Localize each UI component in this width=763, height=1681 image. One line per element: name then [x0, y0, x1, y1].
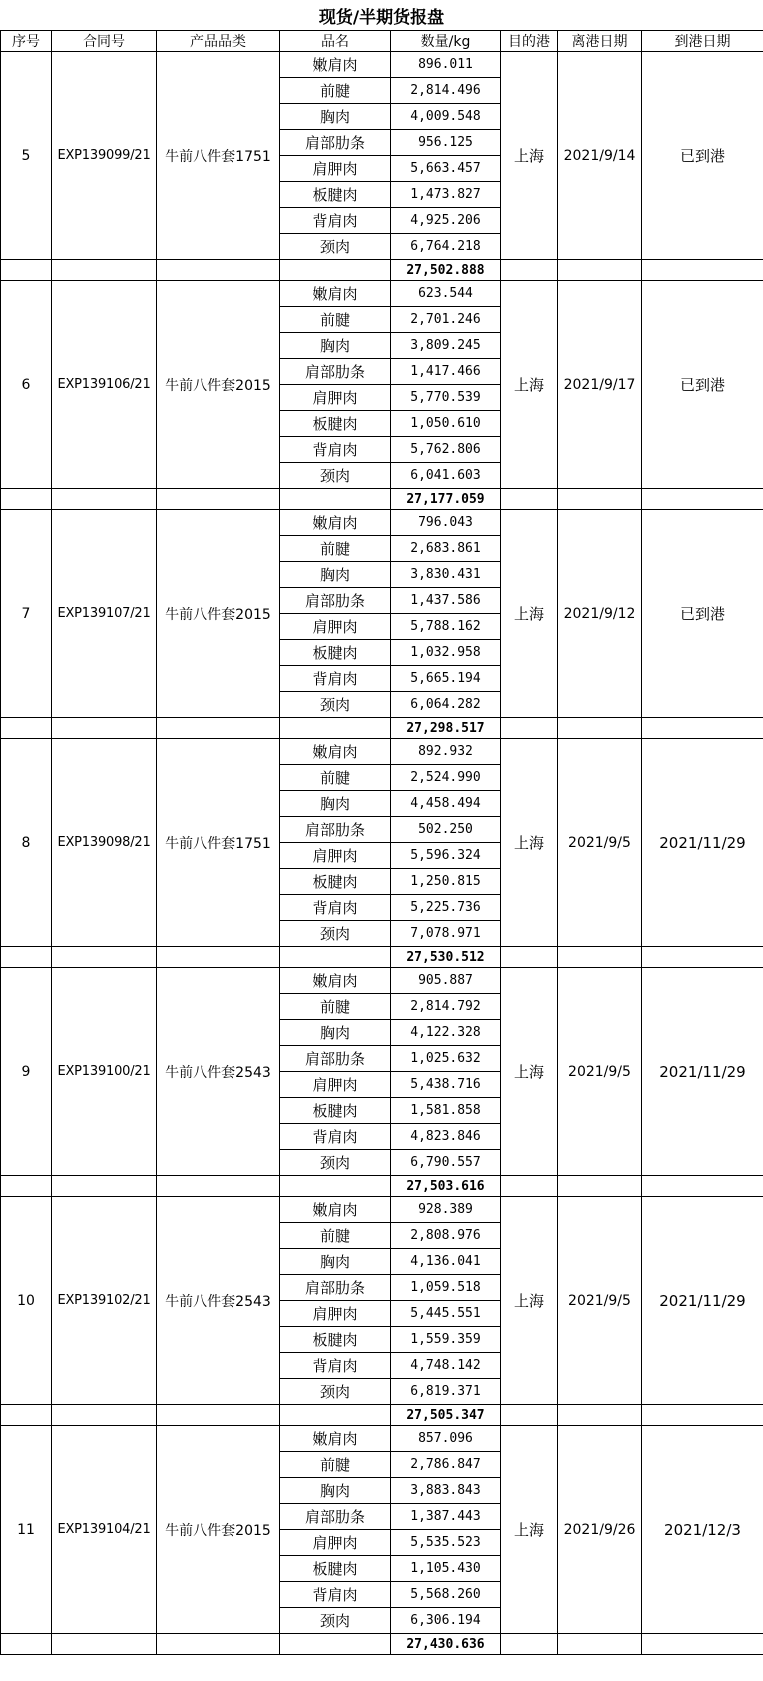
- item-name: 颈肉: [280, 1608, 391, 1634]
- item-quantity: 5,438.716: [391, 1072, 501, 1098]
- item-name: 前腱: [280, 1452, 391, 1478]
- item-quantity: 1,050.610: [391, 411, 501, 437]
- product-category: 牛前八件套1751: [157, 739, 280, 947]
- contract-number: EXP139099/21: [52, 52, 157, 260]
- subtotal-row: [1, 1176, 763, 1197]
- item-quantity: 5,568.260: [391, 1582, 501, 1608]
- subtotal-quantity: 27,502.888: [391, 260, 501, 281]
- sequence-number: 10: [1, 1197, 52, 1405]
- empty-cell: [280, 1176, 391, 1197]
- item-name: 胸肉: [280, 1020, 391, 1046]
- item-name: 背肩肉: [280, 208, 391, 234]
- item-name: 颈肉: [280, 921, 391, 947]
- empty-cell: [1, 489, 52, 510]
- arrival-date: 2021/11/29: [642, 1197, 763, 1405]
- item-name: 背肩肉: [280, 1582, 391, 1608]
- subtotal-quantity: 27,505.347: [391, 1405, 501, 1426]
- empty-cell: [642, 1405, 763, 1426]
- item-name: 嫩肩肉: [280, 968, 391, 994]
- item-row: [1, 1197, 763, 1223]
- item-row: [1, 739, 763, 765]
- product-category: 牛前八件套2543: [157, 1197, 280, 1405]
- departure-date: 2021/9/5: [558, 739, 642, 947]
- contract-number: EXP139102/21: [52, 1197, 157, 1405]
- item-quantity: 1,032.958: [391, 640, 501, 666]
- item-row: [1, 281, 763, 307]
- item-quantity: 5,663.457: [391, 156, 501, 182]
- product-category: 牛前八件套2015: [157, 281, 280, 489]
- item-name: 背肩肉: [280, 1124, 391, 1150]
- contract-number: EXP139104/21: [52, 1426, 157, 1634]
- item-row: [1, 968, 763, 994]
- item-quantity: 2,786.847: [391, 1452, 501, 1478]
- empty-cell: [1, 1405, 52, 1426]
- empty-cell: [501, 489, 558, 510]
- subtotal-quantity: 27,177.059: [391, 489, 501, 510]
- empty-cell: [558, 718, 642, 739]
- empty-cell: [642, 1634, 763, 1655]
- item-quantity: 4,458.494: [391, 791, 501, 817]
- item-quantity: 2,683.861: [391, 536, 501, 562]
- item-quantity: 4,748.142: [391, 1353, 501, 1379]
- item-name: 嫩肩肉: [280, 52, 391, 78]
- item-name: 颈肉: [280, 692, 391, 718]
- empty-cell: [1, 947, 52, 968]
- item-name: 肩胛肉: [280, 1072, 391, 1098]
- subtotal-quantity: 27,430.636: [391, 1634, 501, 1655]
- destination-port: 上海: [501, 281, 558, 489]
- product-category: 牛前八件套1751: [157, 52, 280, 260]
- item-quantity: 4,823.846: [391, 1124, 501, 1150]
- item-name: 肩胛肉: [280, 1530, 391, 1556]
- item-name: 肩部肋条: [280, 1275, 391, 1301]
- item-quantity: 5,225.736: [391, 895, 501, 921]
- empty-cell: [642, 1176, 763, 1197]
- empty-cell: [1, 260, 52, 281]
- item-row: [1, 1426, 763, 1452]
- item-name: 前腱: [280, 1223, 391, 1249]
- item-name: 前腱: [280, 78, 391, 104]
- header-item-name: 品名: [280, 31, 391, 52]
- item-name: 板腱肉: [280, 182, 391, 208]
- empty-cell: [1, 718, 52, 739]
- item-quantity: 1,559.359: [391, 1327, 501, 1353]
- product-category: 牛前八件套2015: [157, 510, 280, 718]
- item-name: 肩胛肉: [280, 385, 391, 411]
- item-name: 板腱肉: [280, 1556, 391, 1582]
- contract-number: EXP139100/21: [52, 968, 157, 1176]
- arrival-date: 2021/11/29: [642, 739, 763, 947]
- item-quantity: 905.887: [391, 968, 501, 994]
- header-contract: 合同号: [52, 31, 157, 52]
- item-quantity: 892.932: [391, 739, 501, 765]
- empty-cell: [501, 1405, 558, 1426]
- item-quantity: 4,136.041: [391, 1249, 501, 1275]
- item-quantity: 5,788.162: [391, 614, 501, 640]
- item-name: 肩部肋条: [280, 130, 391, 156]
- item-name: 胸肉: [280, 333, 391, 359]
- empty-cell: [52, 1176, 157, 1197]
- item-quantity: 6,819.371: [391, 1379, 501, 1405]
- empty-cell: [642, 718, 763, 739]
- empty-cell: [52, 489, 157, 510]
- item-quantity: 4,925.206: [391, 208, 501, 234]
- item-quantity: 6,064.282: [391, 692, 501, 718]
- item-name: 肩胛肉: [280, 1301, 391, 1327]
- item-name: 胸肉: [280, 104, 391, 130]
- item-quantity: 3,809.245: [391, 333, 501, 359]
- empty-cell: [157, 1405, 280, 1426]
- item-name: 嫩肩肉: [280, 739, 391, 765]
- subtotal-row: [1, 947, 763, 968]
- empty-cell: [280, 947, 391, 968]
- item-name: 嫩肩肉: [280, 510, 391, 536]
- item-row: [1, 510, 763, 536]
- table-body: [1, 52, 763, 1655]
- empty-cell: [558, 1405, 642, 1426]
- empty-cell: [558, 260, 642, 281]
- item-quantity: 4,122.328: [391, 1020, 501, 1046]
- header-port: 目的港: [501, 31, 558, 52]
- empty-cell: [157, 718, 280, 739]
- item-quantity: 896.011: [391, 52, 501, 78]
- item-quantity: 6,041.603: [391, 463, 501, 489]
- item-name: 板腱肉: [280, 411, 391, 437]
- empty-cell: [157, 1634, 280, 1655]
- empty-cell: [501, 1176, 558, 1197]
- header-seq: 序号: [1, 31, 52, 52]
- empty-cell: [501, 718, 558, 739]
- destination-port: 上海: [501, 1197, 558, 1405]
- empty-cell: [280, 260, 391, 281]
- item-quantity: 5,596.324: [391, 843, 501, 869]
- item-quantity: 5,665.194: [391, 666, 501, 692]
- sequence-number: 11: [1, 1426, 52, 1634]
- sheet-title: 现货/半期货报盘: [318, 7, 445, 28]
- contract-number: EXP139106/21: [52, 281, 157, 489]
- item-quantity: 3,830.431: [391, 562, 501, 588]
- item-name: 肩胛肉: [280, 614, 391, 640]
- item-quantity: 2,524.990: [391, 765, 501, 791]
- empty-cell: [280, 489, 391, 510]
- item-name: 前腱: [280, 994, 391, 1020]
- item-name: 肩胛肉: [280, 156, 391, 182]
- item-name: 肩部肋条: [280, 1504, 391, 1530]
- header-product: 产品品类: [157, 31, 280, 52]
- item-name: 肩胛肉: [280, 843, 391, 869]
- arrival-date: 已到港: [642, 510, 763, 718]
- header-row: [1, 31, 763, 52]
- sequence-number: 6: [1, 281, 52, 489]
- item-quantity: 5,535.523: [391, 1530, 501, 1556]
- subtotal-row: [1, 718, 763, 739]
- item-quantity: 2,814.792: [391, 994, 501, 1020]
- empty-cell: [501, 260, 558, 281]
- item-name: 板腱肉: [280, 640, 391, 666]
- item-name: 颈肉: [280, 463, 391, 489]
- item-name: 颈肉: [280, 1379, 391, 1405]
- subtotal-row: [1, 1634, 763, 1655]
- header-arrival: 到港日期: [642, 31, 763, 52]
- empty-cell: [157, 1176, 280, 1197]
- empty-cell: [558, 1176, 642, 1197]
- item-quantity: 5,762.806: [391, 437, 501, 463]
- item-quantity: 2,814.496: [391, 78, 501, 104]
- item-quantity: 956.125: [391, 130, 501, 156]
- subtotal-quantity: 27,503.616: [391, 1176, 501, 1197]
- item-quantity: 1,059.518: [391, 1275, 501, 1301]
- item-quantity: 502.250: [391, 817, 501, 843]
- item-quantity: 6,790.557: [391, 1150, 501, 1176]
- item-quantity: 928.389: [391, 1197, 501, 1223]
- item-name: 前腱: [280, 307, 391, 333]
- empty-cell: [501, 1634, 558, 1655]
- contract-number: EXP139107/21: [52, 510, 157, 718]
- departure-date: 2021/9/14: [558, 52, 642, 260]
- item-name: 肩部肋条: [280, 817, 391, 843]
- departure-date: 2021/9/17: [558, 281, 642, 489]
- sequence-number: 7: [1, 510, 52, 718]
- empty-cell: [280, 1634, 391, 1655]
- item-name: 背肩肉: [280, 666, 391, 692]
- empty-cell: [280, 718, 391, 739]
- item-quantity: 2,808.976: [391, 1223, 501, 1249]
- empty-cell: [52, 1634, 157, 1655]
- arrival-date: 已到港: [642, 52, 763, 260]
- item-quantity: 7,078.971: [391, 921, 501, 947]
- destination-port: 上海: [501, 510, 558, 718]
- item-name: 嫩肩肉: [280, 281, 391, 307]
- departure-date: 2021/9/5: [558, 968, 642, 1176]
- item-row: [1, 52, 763, 78]
- item-quantity: 623.544: [391, 281, 501, 307]
- item-name: 颈肉: [280, 1150, 391, 1176]
- departure-date: 2021/9/26: [558, 1426, 642, 1634]
- arrival-date: 已到港: [642, 281, 763, 489]
- empty-cell: [642, 489, 763, 510]
- subtotal-row: [1, 1405, 763, 1426]
- subtotal-quantity: 27,530.512: [391, 947, 501, 968]
- item-quantity: 857.096: [391, 1426, 501, 1452]
- item-name: 嫩肩肉: [280, 1426, 391, 1452]
- empty-cell: [642, 947, 763, 968]
- item-quantity: 1,025.632: [391, 1046, 501, 1072]
- empty-cell: [642, 260, 763, 281]
- item-quantity: 796.043: [391, 510, 501, 536]
- departure-date: 2021/9/12: [558, 510, 642, 718]
- empty-cell: [558, 1634, 642, 1655]
- item-quantity: 1,105.430: [391, 1556, 501, 1582]
- subtotal-row: [1, 489, 763, 510]
- item-name: 前腱: [280, 536, 391, 562]
- item-name: 肩部肋条: [280, 359, 391, 385]
- item-quantity: 6,306.194: [391, 1608, 501, 1634]
- item-quantity: 4,009.548: [391, 104, 501, 130]
- empty-cell: [52, 947, 157, 968]
- empty-cell: [52, 718, 157, 739]
- item-name: 板腱肉: [280, 1098, 391, 1124]
- arrival-date: 2021/11/29: [642, 968, 763, 1176]
- item-name: 胸肉: [280, 791, 391, 817]
- item-quantity: 1,437.586: [391, 588, 501, 614]
- header-quantity: 数量/kg: [391, 31, 501, 52]
- item-quantity: 5,770.539: [391, 385, 501, 411]
- item-quantity: 1,581.858: [391, 1098, 501, 1124]
- empty-cell: [280, 1405, 391, 1426]
- item-name: 背肩肉: [280, 437, 391, 463]
- arrival-date: 2021/12/3: [642, 1426, 763, 1634]
- item-quantity: 1,473.827: [391, 182, 501, 208]
- destination-port: 上海: [501, 1426, 558, 1634]
- item-quantity: 6,764.218: [391, 234, 501, 260]
- empty-cell: [558, 947, 642, 968]
- item-quantity: 5,445.551: [391, 1301, 501, 1327]
- subtotal-row: [1, 260, 763, 281]
- item-name: 前腱: [280, 765, 391, 791]
- item-name: 肩部肋条: [280, 588, 391, 614]
- item-quantity: 1,417.466: [391, 359, 501, 385]
- empty-cell: [52, 1405, 157, 1426]
- product-category: 牛前八件套2015: [157, 1426, 280, 1634]
- offer-table: [0, 30, 763, 1655]
- destination-port: 上海: [501, 52, 558, 260]
- item-name: 胸肉: [280, 562, 391, 588]
- subtotal-quantity: 27,298.517: [391, 718, 501, 739]
- item-name: 板腱肉: [280, 869, 391, 895]
- sequence-number: 8: [1, 739, 52, 947]
- item-quantity: 1,250.815: [391, 869, 501, 895]
- item-name: 胸肉: [280, 1478, 391, 1504]
- item-name: 板腱肉: [280, 1327, 391, 1353]
- contract-number: EXP139098/21: [52, 739, 157, 947]
- empty-cell: [1, 1176, 52, 1197]
- empty-cell: [157, 260, 280, 281]
- destination-port: 上海: [501, 739, 558, 947]
- item-name: 背肩肉: [280, 1353, 391, 1379]
- empty-cell: [501, 947, 558, 968]
- item-quantity: 3,883.843: [391, 1478, 501, 1504]
- item-name: 嫩肩肉: [280, 1197, 391, 1223]
- item-name: 颈肉: [280, 234, 391, 260]
- item-quantity: 1,387.443: [391, 1504, 501, 1530]
- destination-port: 上海: [501, 968, 558, 1176]
- sequence-number: 5: [1, 52, 52, 260]
- empty-cell: [157, 489, 280, 510]
- item-name: 胸肉: [280, 1249, 391, 1275]
- item-name: 肩部肋条: [280, 1046, 391, 1072]
- item-name: 背肩肉: [280, 895, 391, 921]
- product-category: 牛前八件套2543: [157, 968, 280, 1176]
- item-quantity: 2,701.246: [391, 307, 501, 333]
- empty-cell: [558, 489, 642, 510]
- departure-date: 2021/9/5: [558, 1197, 642, 1405]
- empty-cell: [157, 947, 280, 968]
- empty-cell: [52, 260, 157, 281]
- sequence-number: 9: [1, 968, 52, 1176]
- empty-cell: [1, 1634, 52, 1655]
- header-departure: 离港日期: [558, 31, 642, 52]
